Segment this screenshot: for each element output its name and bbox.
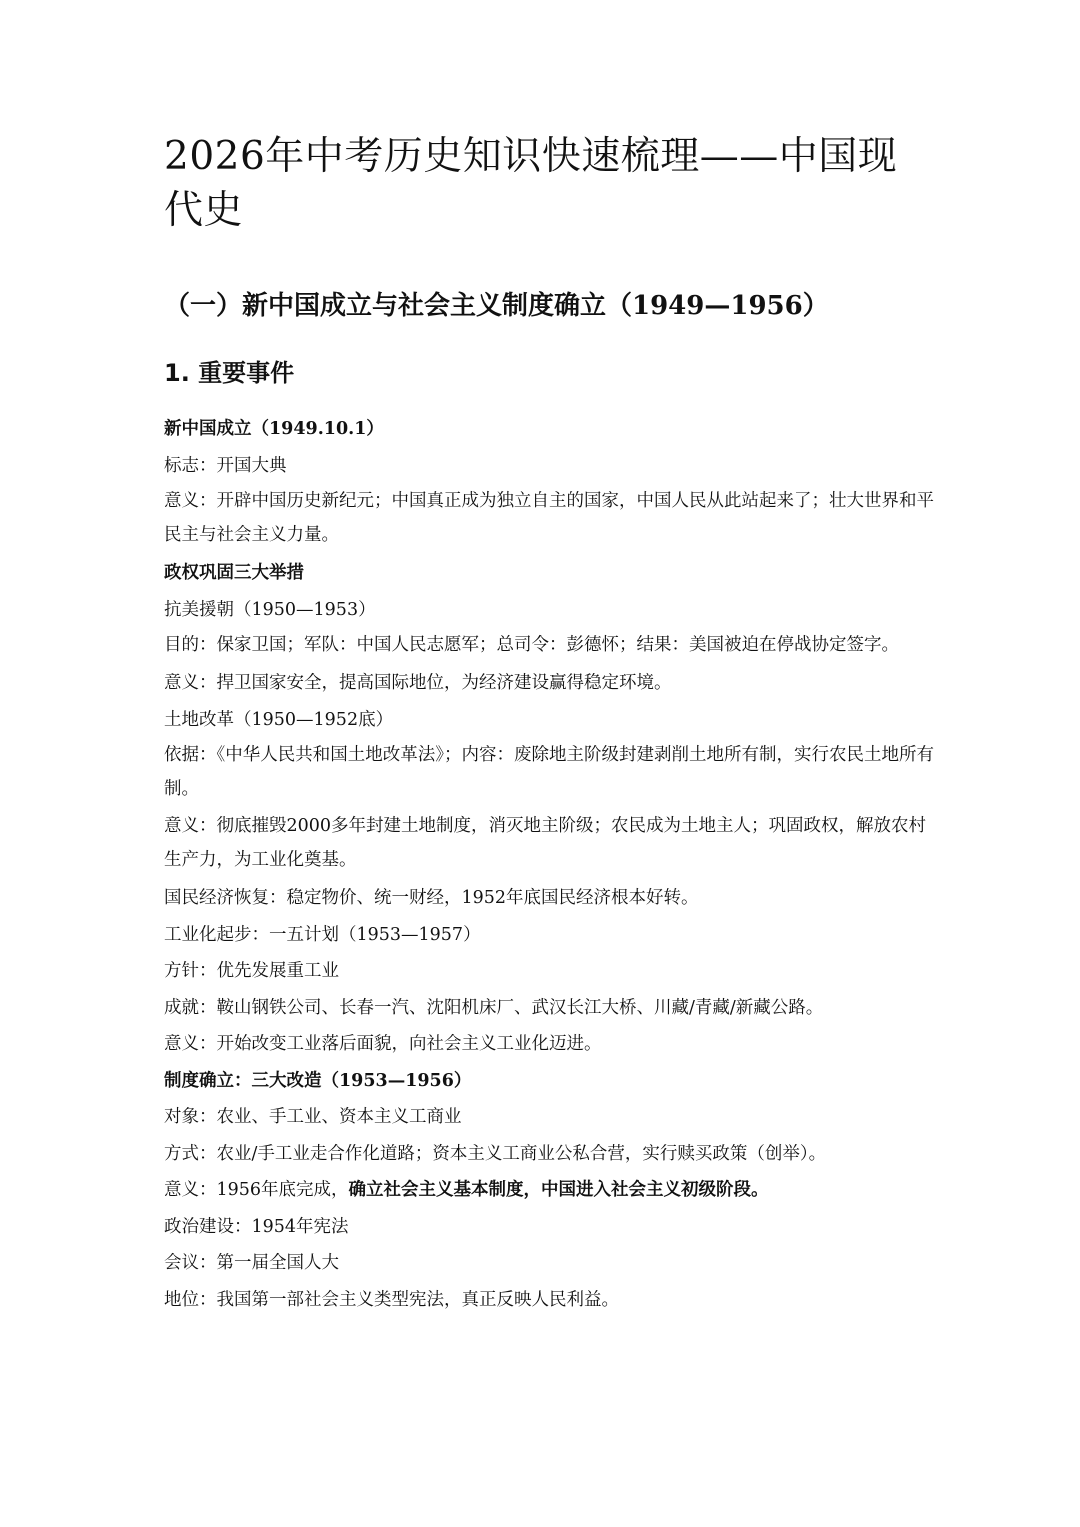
body-line: 抗美援朝（1950—1953） [164, 599, 376, 620]
body-line: 成就：鞍山钢铁公司、长春一汽、沈阳机床厂、武汉长江大桥、川藏/青藏/新藏公路。 [164, 997, 824, 1018]
body-line: 方式：农业/手工业走合作化道路；资本主义工商业公私合营，实行赎买政策（创举）。 [164, 1143, 827, 1164]
event-heading: 新中国成立（1949.10.1） [164, 419, 384, 439]
body-line: 依据：《中华人民共和国土地改革法》；内容：废除地主阶级封建剥削土地所有制，实行农民土地所有制。 [164, 745, 934, 799]
body-line: 目的：保家卫国；军队：中国人民志愿军；总司令：彭德怀；结果：美国被迫在停战协定签字。 [164, 635, 899, 655]
body-line: 意义：开始改变工业落后面貌，向社会主义工业化迈进。 [164, 1034, 602, 1054]
event-heading: 政权巩固三大举措 [164, 563, 304, 583]
subsection-heading: 1. 重要事件 [164, 359, 295, 387]
body-line: 地位：我国第一部社会主义类型宪法，真正反映人民利益。 [164, 1289, 619, 1310]
body-line-plain: 意义：1956年底完成， [164, 1180, 349, 1200]
body-line: 政治建设：1954年宪法 [164, 1216, 349, 1237]
body-line: 会议：第一届全国人大 [164, 1253, 339, 1273]
body-line: 国民经济恢复：稳定物价、统一财经，1952年底国民经济根本好转。 [164, 888, 699, 908]
body-line: 标志：开国大典 [164, 455, 287, 476]
body-line: 意义：开辟中国历史新纪元；中国真正成为独立自主的国家，中国人民从此站起来了；壮大世界和平民主与社会主义力量。 [164, 491, 934, 545]
body-line: 方针：优先发展重工业 [164, 961, 339, 981]
body-line-emphasis: 确立社会主义基本制度，中国进入社会主义初级阶段。 [348, 1180, 769, 1200]
body-line: 意义：捍卫国家安全，提高国际地位，为经济建设赢得稳定环境。 [164, 673, 672, 693]
body-line: 对象：农业、手工业、资本主义工商业 [164, 1107, 462, 1127]
event-heading: 制度确立：三大改造（1953—1956） [164, 1070, 472, 1091]
document-page [164, 130, 934, 1318]
body-line [164, 1172, 934, 1209]
section-heading: （一）新中国成立与社会主义制度确立（1949—1956） [164, 291, 829, 321]
body-line: 意义：彻底摧毁2000多年封建土地制度，消灭地主阶级；农民成为土地主人；巩固政权，解放农村生产力，为工业化奠基。 [164, 816, 927, 870]
document-body [164, 411, 934, 1318]
body-line: 工业化起步：一五计划（1953—1957） [164, 924, 481, 945]
body-line: 土地改革（1950—1952底） [164, 709, 394, 730]
document-title: 2026年中考历史知识快速梳理——中国现代史 [164, 134, 898, 233]
